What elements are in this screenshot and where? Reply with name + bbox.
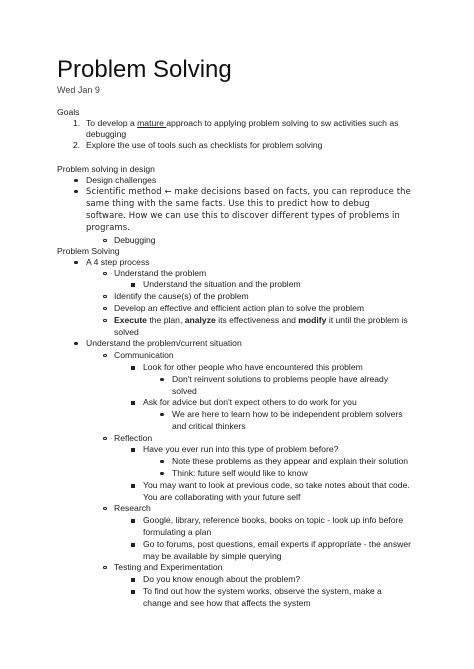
- sub-bullet-icon: [103, 268, 107, 279]
- testing-observe-continued: change and see how that affects the system: [143, 598, 311, 608]
- communication-reinvent: Don't reinvent solutions to problems people have already: [172, 374, 389, 384]
- sub-bullet-icon: [103, 503, 107, 514]
- bullet-icon: [160, 456, 164, 467]
- reflection-think: Think: future self would like to know: [172, 468, 308, 478]
- execute-text-2: its effectiveness and: [215, 315, 299, 325]
- square-bullet-icon: [131, 397, 135, 408]
- bullet-icon: [74, 257, 78, 268]
- step-execute: [114, 315, 408, 326]
- reflection-previous-code: You may want to look at previous code, so take notes about that code.: [143, 480, 410, 490]
- reflection-previous-code-continued: You are collaborating with your future self: [143, 492, 301, 502]
- square-bullet-icon: [131, 539, 135, 550]
- step-execute-continued: solved: [114, 327, 139, 337]
- design-item-scientific-line3: software. How we can use this to discover different types of problems in: [86, 210, 400, 220]
- reflection-item: Reflection: [114, 433, 153, 443]
- goal-item-1-continued: debugging: [86, 129, 127, 139]
- design-item-scientific-line4: programs.: [86, 222, 131, 232]
- communication-reinvent-continued: solved: [172, 386, 197, 396]
- design-item-challenges: Design challenges: [86, 175, 157, 185]
- goals-heading: Goals: [57, 107, 80, 117]
- testing-item: Testing and Experimentation: [114, 562, 223, 572]
- execute-text-1: the plan,: [146, 315, 185, 325]
- step-understand-situation: Understand the situation and the problem: [143, 279, 301, 289]
- square-bullet-icon: [131, 515, 135, 526]
- communication-independent: We are here to learn how to be independent problem solvers: [172, 409, 403, 419]
- date-label: Wed Jan 9: [57, 85, 100, 95]
- design-item-scientific: Scientific method ← make decisions based on facts, you can reproduce the: [86, 186, 411, 196]
- design-subitem-debugging: Debugging: [114, 235, 156, 245]
- goal-number-2: 2.: [73, 140, 81, 150]
- bullet-icon: [160, 374, 164, 385]
- research-google-continued: formulating a plan: [143, 527, 212, 537]
- goal-number-1: 1.: [73, 118, 81, 128]
- goal-item-2: Explore the use of tools such as checklists for problem solving: [86, 140, 323, 150]
- design-item-scientific-line2: same thing with the same facts. Use this to predict how to debug: [86, 198, 370, 208]
- square-bullet-icon: [131, 279, 135, 290]
- communication-advice: Ask for advice but don't expect others to do work for you: [143, 397, 357, 407]
- goal-item-1: [86, 118, 398, 129]
- bullet-icon: [160, 409, 164, 420]
- communication-item: Communication: [114, 350, 174, 360]
- sub-bullet-icon: [103, 315, 107, 326]
- research-item: Research: [114, 503, 151, 513]
- square-bullet-icon: [131, 362, 135, 373]
- bullet-icon: [74, 338, 78, 349]
- bullet-icon: [160, 468, 164, 479]
- square-bullet-icon: [131, 444, 135, 455]
- design-heading: Problem solving in design: [57, 164, 155, 174]
- testing-observe: To find out how the system works, observe the system, make a: [143, 586, 382, 596]
- research-forums: Go to forums, post questions, email experts if appropriate - the answer: [143, 539, 411, 549]
- page-title: Problem Solving: [57, 56, 232, 83]
- sub-bullet-icon: [103, 350, 107, 361]
- step-understand: Understand the problem: [114, 268, 207, 278]
- bullet-icon: [74, 186, 78, 197]
- step-identify: Identify the cause(s) of the problem: [114, 291, 249, 301]
- goal-item-1-underlined: mature: [137, 118, 167, 128]
- sub-bullet-icon: [103, 291, 107, 302]
- communication-independent-continued: and critical thinkers: [172, 421, 246, 431]
- sub-bullet-icon: [103, 235, 107, 246]
- sub-bullet-icon: [103, 303, 107, 314]
- four-step-item: A 4 step process: [86, 257, 150, 267]
- square-bullet-icon: [131, 480, 135, 491]
- communication-look: Look for other people who have encountered this problem: [143, 362, 363, 372]
- analyze-bold: analyze: [184, 315, 216, 325]
- bullet-icon: [74, 175, 78, 186]
- reflection-before: Have you ever run into this type of problem before?: [143, 444, 339, 454]
- research-forums-continued: may be available by simple querying: [143, 551, 282, 561]
- sub-bullet-icon: [103, 433, 107, 444]
- execute-bold: Execute: [114, 315, 147, 325]
- research-google: Google, library, reference books, books on topic - look up info before: [143, 515, 404, 525]
- testing-know: Do you know enough about the problem?: [143, 574, 301, 584]
- problem-solving-heading: Problem Solving: [57, 246, 120, 256]
- square-bullet-icon: [131, 586, 135, 597]
- modify-bold: modify: [298, 315, 327, 325]
- step-develop: Develop an effective and efficient action plan to solve the problem: [114, 303, 365, 313]
- goal-item-1-pre: To develop a: [86, 118, 138, 128]
- square-bullet-icon: [131, 574, 135, 585]
- understand-situation-item: Understand the problem/current situation: [86, 338, 242, 348]
- sub-bullet-icon: [103, 562, 107, 573]
- goal-item-1-post: approach to applying problem solving to sw activities such as: [166, 118, 399, 128]
- execute-text-3: it until the problem is: [326, 315, 408, 325]
- reflection-note: Note these problems as they appear and explain their solution: [172, 456, 408, 466]
